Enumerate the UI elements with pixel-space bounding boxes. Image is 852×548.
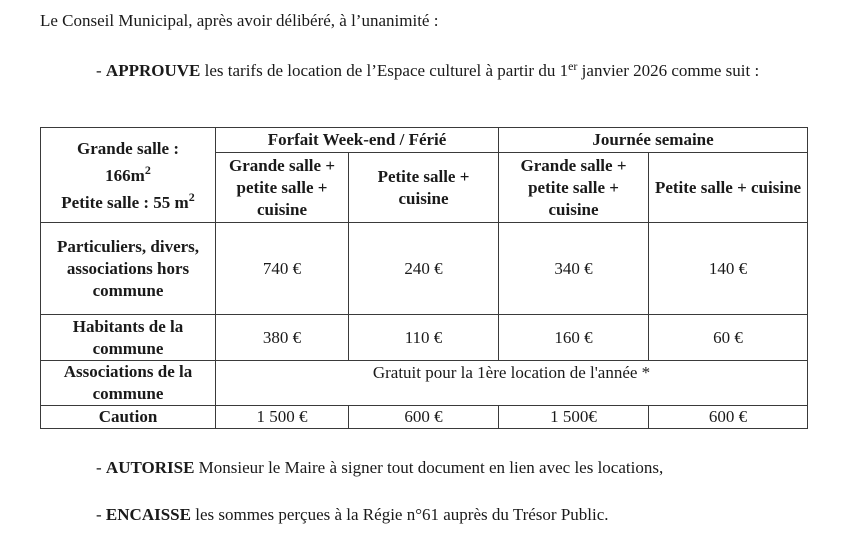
caution-cell: 1 500 € [216,406,349,429]
corner-line-grande-salle-size [45,162,211,189]
subheader-semaine-grande: Grande salle + petite salle + cuisine [499,153,649,223]
row-label-habitants: Habitants de la commune [41,315,216,361]
price-cell: 340 € [499,223,649,315]
approve-keyword: APPROUVE [105,61,201,80]
price-cell: 140 € [649,223,808,315]
price-cell: 160 € [499,315,649,361]
associations-free-cell: Gratuit pour la 1ère location de l'année * [216,361,808,406]
price-cell: 110 € [349,315,499,361]
corner-line-petite-salle [45,189,211,216]
row-label-particuliers: Particuliers, divers, associations hors commune [41,223,216,315]
approve-superscript: er [568,59,578,73]
table-row-associations [41,361,808,406]
corner-grande-salle-unit-sup: 2 [144,162,151,177]
table-row [41,315,808,361]
subheader-weekend-grande: Grande salle + petite salle + cuisine [216,153,349,223]
approve-paragraph [96,60,796,82]
tarifs-table [40,127,808,429]
autorise-keyword: AUTORISE [105,458,195,477]
autorise-dash: - [96,458,106,477]
corner-petite-salle-area: Petite salle : 55 m [61,192,189,212]
row-label-associations: Associations de la commune [41,361,216,406]
price-cell: 740 € [216,223,349,315]
encaisse-paragraph [96,505,609,525]
corner-cell [41,128,216,223]
corner-line-grande-salle: Grande salle : [77,138,179,158]
table-row [41,223,808,315]
corner-grande-salle-area: 166m [105,165,145,185]
caution-cell: 600 € [649,406,808,429]
corner-petite-salle-unit-sup: 2 [188,189,195,204]
header-row-groups [41,128,808,153]
price-cell: 60 € [649,315,808,361]
intro-text: Le Conseil Municipal, après avoir délibéré, à l’unanimité : [40,11,439,30]
approve-text-before: les tarifs de location de l’Espace culturel à partir du 1 [200,61,569,80]
autorise-text: Monsieur le Maire à signer tout document en lien avec les locations, [194,458,664,477]
encaisse-dash: - [96,505,106,524]
approve-text-after: janvier 2026 comme suit : [577,61,760,80]
caution-cell: 1 500€ [499,406,649,429]
autorise-paragraph [96,458,663,478]
approve-dash: - [96,61,106,80]
encaisse-text: les sommes perçues à la Régie n°61 auprès du Trésor Public. [190,505,609,524]
row-label-caution: Caution [41,406,216,429]
table-row-caution [41,406,808,429]
group-header-semaine: Journée semaine [499,128,808,153]
encaisse-keyword: ENCAISSE [105,505,191,524]
group-header-weekend: Forfait Week-end / Férié [216,128,499,153]
subheader-semaine-petite: Petite salle + cuisine [649,153,808,223]
subheader-weekend-petite: Petite salle + cuisine [349,153,499,223]
price-cell: 240 € [349,223,499,315]
caution-cell: 600 € [349,406,499,429]
price-cell: 380 € [216,315,349,361]
